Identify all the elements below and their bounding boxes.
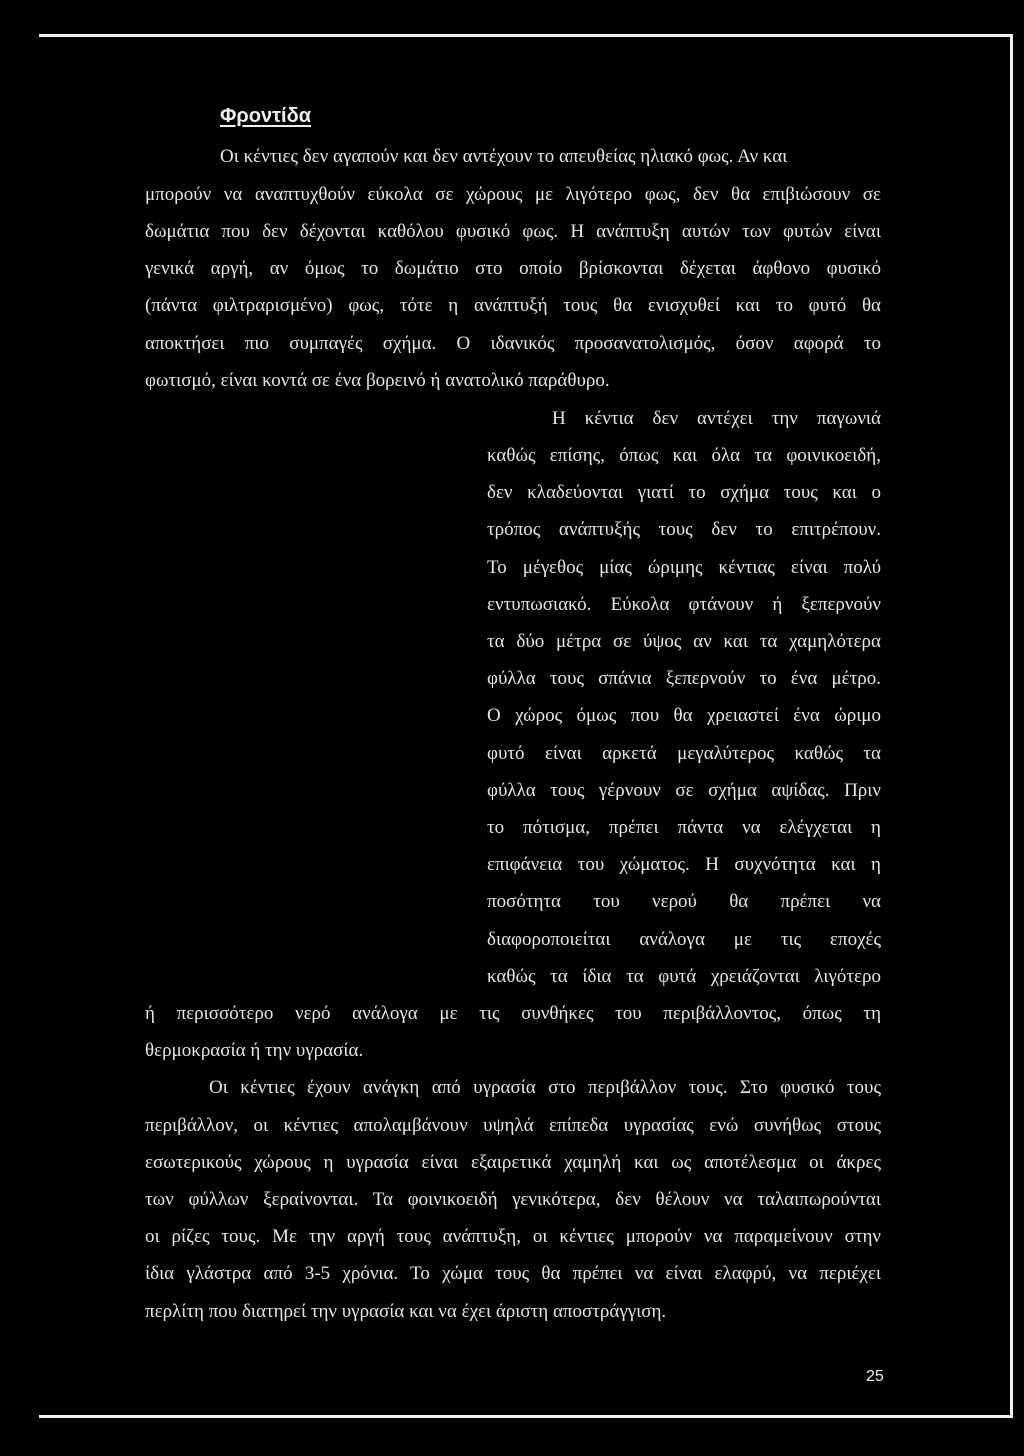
- text-line: φύλλα τους σπάνια ξεπερνούν το ένα μέτρο.: [487, 668, 881, 689]
- text-line: θερμοκρασία ή την υγρασία.: [145, 1040, 364, 1061]
- text-line: Ο χώρος όμως που θα χρειαστεί ένα ώριμο: [487, 705, 881, 726]
- text-line: ποσότητα του νερού θα πρέπει να: [487, 891, 881, 912]
- section-heading: Φροντίδα: [220, 105, 312, 127]
- page-number: 25: [866, 1368, 884, 1385]
- text-line: επιφάνεια του χώματος. Η συχνότητα και η: [487, 854, 881, 875]
- text-line: ή περισσότερο νερό ανάλογα με τις συνθήκες του περιβάλλοντος, όπως τη: [145, 1003, 881, 1024]
- text-line: Το μέγεθος μίας ώριμης κέντιας είναι πολύ: [487, 557, 881, 578]
- text-line: τρόπος ανάπτυξής τους δεν το επιτρέπουν.: [487, 519, 881, 540]
- text-line: το πότισμα, πρέπει πάντα να ελέγχεται η: [487, 817, 881, 838]
- text-line: Η κέντια δεν αντέχει την παγωνιά: [552, 408, 881, 429]
- text-line: (πάντα φιλτραρισμένο) φως, τότε η ανάπτυξή τους θα ενισχυθεί και το φυτό θα: [145, 295, 881, 316]
- text-line: εσωτερικούς χώρους η υγρασία είναι εξαιρετικά χαμηλή και ως αποτέλεσμα οι άκρες: [145, 1152, 881, 1173]
- text-line: γενικά αργή, αν όμως το δωμάτιο στο οποίο βρίσκονται δέχεται άφθονο φυσικό: [145, 258, 881, 279]
- text-line: Οι κέντιες δεν αγαπούν και δεν αντέχουν το απευθείας ηλιακό φως. Αν και: [220, 146, 788, 167]
- text-line: φωτισμό, είναι κοντά σε ένα βορεινό ή ανατολικό παράθυρο.: [145, 370, 610, 391]
- text-line: καθώς τα ίδια τα φυτά χρειάζονται λιγότερο: [487, 966, 881, 987]
- text-line: μπορούν να αναπτυχθούν εύκολα σε χώρους με λιγότερο φως, δεν θα επιβιώσουν σε: [145, 184, 881, 205]
- text-line: των φύλλων ξεραίνονται. Τα φοινικοειδή γενικότερα, δεν θέλουν να ταλαιπωρούνται: [145, 1189, 881, 1210]
- text-line: καθώς επίσης, όπως και όλα τα φοινικοειδή,: [487, 445, 881, 466]
- text-line: οι ρίζες τους. Με την αργή τους ανάπτυξη, οι κέντιες μπορούν να παραμείνουν στην: [145, 1226, 881, 1247]
- text-line: διαφοροποιείται ανάλογα με τις εποχές: [487, 929, 881, 950]
- text-line: αποκτήσει πιο συμπαγές σχήμα. Ο ιδανικός προσανατολισμός, όσον αφορά το: [145, 333, 881, 354]
- text-line: φυτό είναι αρκετά μεγαλύτερος καθώς τα: [487, 743, 881, 764]
- text-line: δεν κλαδεύονται γιατί το σχήμα τους και ο: [487, 482, 881, 503]
- text-line: εντυπωσιακό. Εύκολα φτάνουν ή ξεπερνούν: [487, 594, 881, 615]
- text-line: περιβάλλον, οι κέντιες απολαμβάνουν υψηλά επίπεδα υγρασίας ενώ συνήθως στους: [145, 1115, 881, 1136]
- text-line: Οι κέντιες έχουν ανάγκη από υγρασία στο περιβάλλον τους. Στο φυσικό τους: [209, 1077, 881, 1098]
- text-line: τα δύο μέτρα σε ύψος αν και τα χαμηλότερα: [487, 631, 881, 652]
- text-line: ίδια γλάστρα από 3-5 χρόνια. Το χώμα τους θα πρέπει να είναι ελαφρύ, να περιέχει: [145, 1263, 881, 1284]
- text-line: περλίτη που διατηρεί την υγρασία και να έχει άριστη αποστράγγιση.: [145, 1301, 667, 1322]
- text-line: δωμάτια που δεν δέχονται καθόλου φυσικό φως. Η ανάπτυξη αυτών των φυτών είναι: [145, 221, 881, 242]
- text-line: φύλλα τους γέρνουν σε σχήμα αψίδας. Πριν: [487, 780, 881, 801]
